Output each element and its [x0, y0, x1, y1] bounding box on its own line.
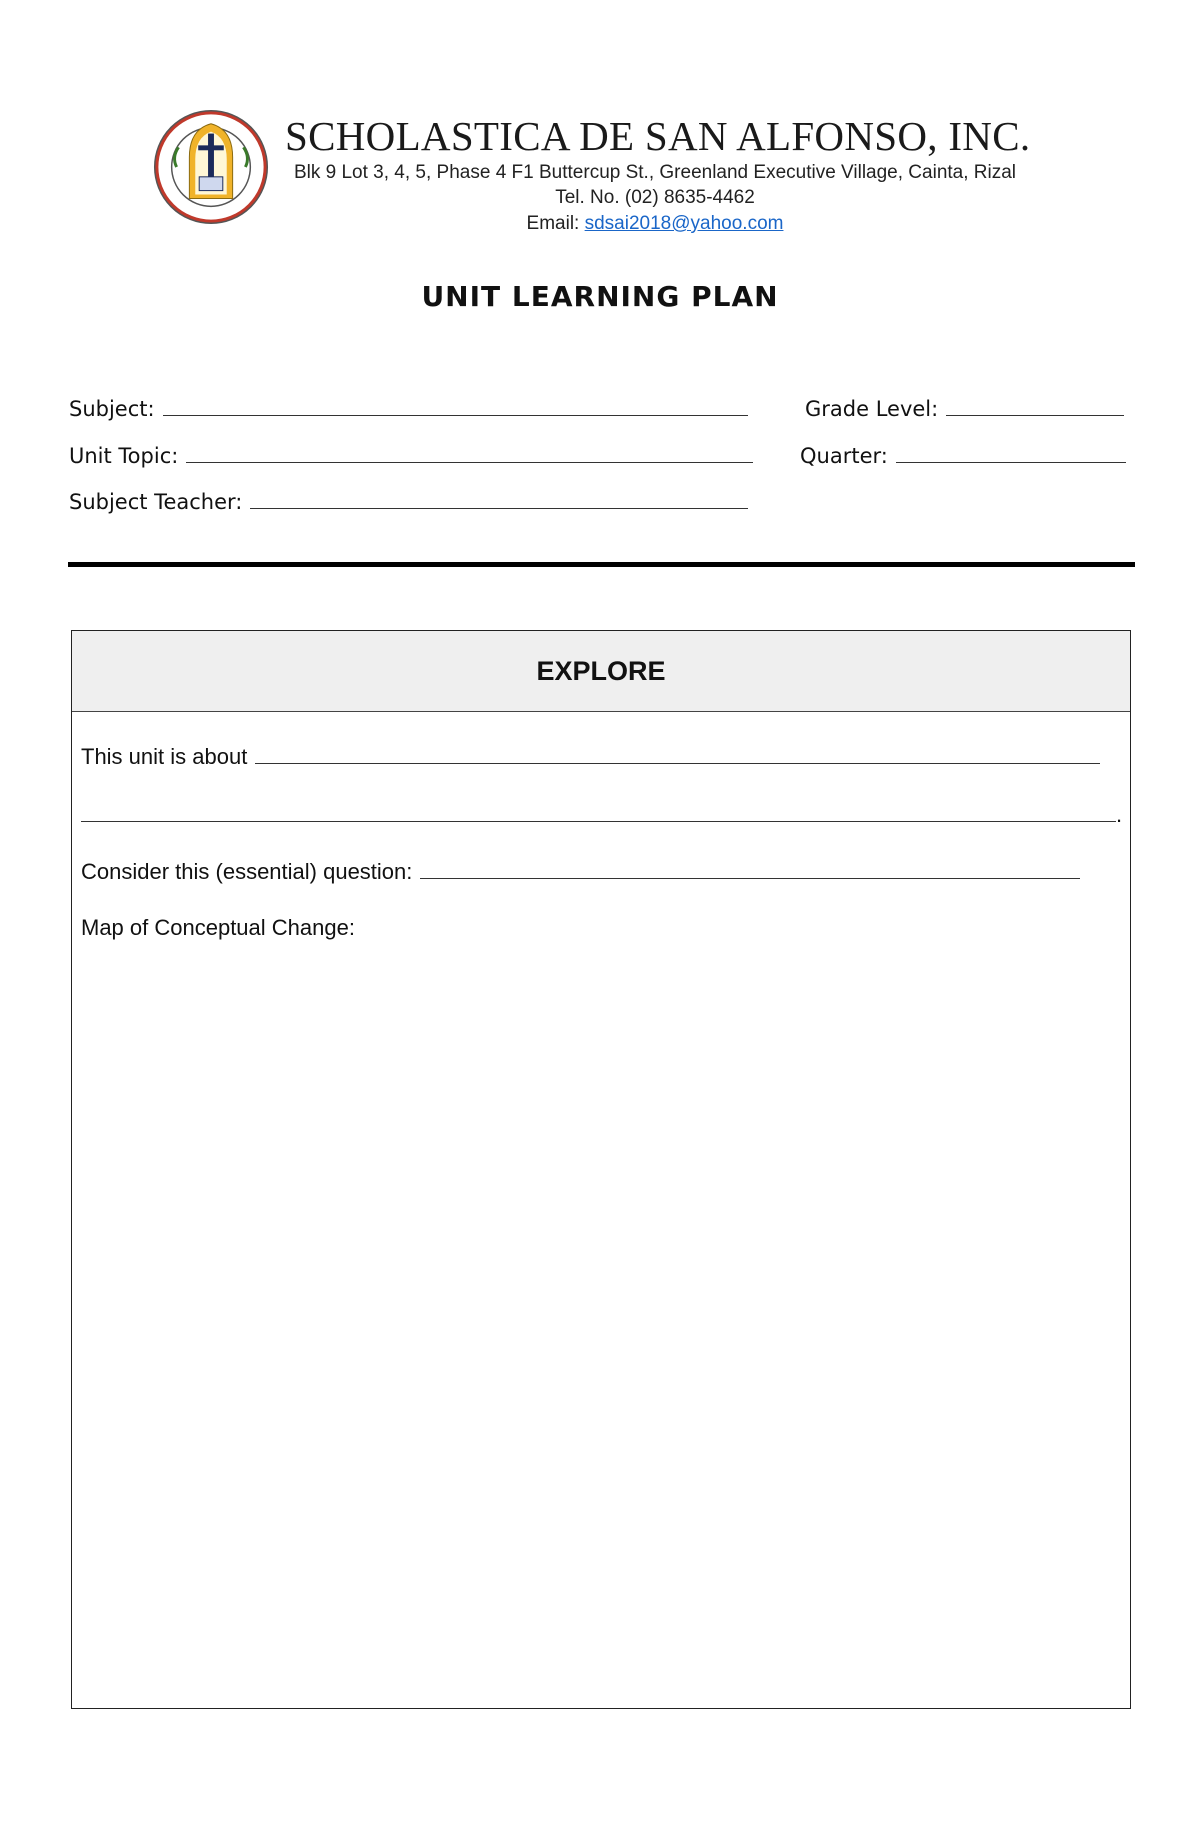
school-address: Blk 9 Lot 3, 4, 5, Phase 4 F1 Buttercup St., Greenland Executive Village, Cainta, Rizal	[293, 162, 1017, 183]
email-label: Email:	[526, 213, 585, 234]
school-logo	[152, 108, 270, 226]
unit-about-label: This unit is about	[81, 744, 248, 769]
essential-question-blank[interactable]	[420, 858, 1080, 879]
school-email-row	[285, 213, 1025, 235]
page-title: UNIT LEARNING PLAN	[421, 280, 779, 313]
subject-blank[interactable]	[163, 395, 748, 416]
quarter-label: Quarter:	[800, 444, 888, 468]
email-link[interactable]: sdsai2018@yahoo.com	[584, 213, 784, 234]
explore-section	[71, 630, 1131, 1709]
school-name: SCHOLASTICA DE SAN ALFONSO, INC.	[285, 113, 1031, 159]
quarter-field[interactable]	[800, 442, 1126, 468]
unit-about-blank-2[interactable]	[81, 801, 1116, 822]
divider	[68, 562, 1135, 567]
quarter-blank[interactable]	[896, 442, 1126, 463]
unit-about-continued[interactable]	[81, 801, 1122, 828]
map-conceptual-change-label: Map of Conceptual Change:	[81, 915, 355, 940]
subject-field[interactable]	[69, 395, 748, 421]
unit-topic-field[interactable]	[69, 442, 753, 468]
grade-level-field[interactable]	[805, 395, 1124, 421]
essential-question-field[interactable]	[81, 858, 1080, 885]
explore-heading: EXPLORE	[72, 631, 1130, 712]
essential-question-label: Consider this (essential) question:	[81, 859, 413, 884]
period: .	[1116, 802, 1123, 827]
subject-label: Subject:	[69, 397, 155, 421]
unit-topic-blank[interactable]	[186, 442, 753, 463]
subject-teacher-label: Subject Teacher:	[69, 490, 243, 514]
grade-level-blank[interactable]	[946, 395, 1124, 416]
unit-topic-label: Unit Topic:	[69, 444, 179, 468]
unit-about-field[interactable]	[81, 743, 1100, 770]
subject-teacher-field[interactable]	[69, 488, 748, 514]
subject-teacher-blank[interactable]	[250, 488, 748, 509]
grade-level-label: Grade Level:	[805, 397, 939, 421]
unit-about-blank[interactable]	[255, 743, 1100, 764]
school-tel: Tel. No. (02) 8635-4462	[555, 187, 755, 208]
